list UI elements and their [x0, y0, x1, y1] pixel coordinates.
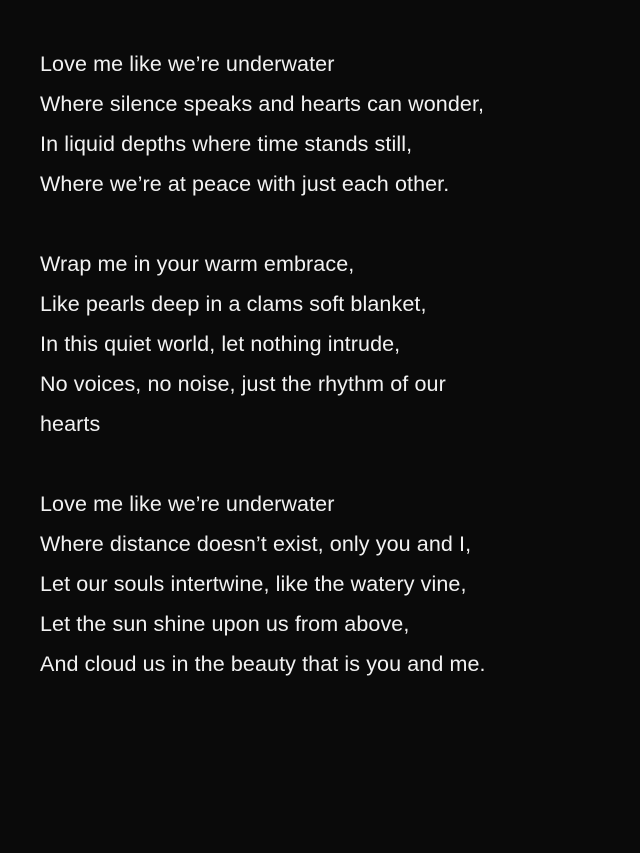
poem-line: Love me like we’re underwater	[40, 492, 335, 516]
poem-line: Let the sun shine upon us from above,	[40, 612, 410, 636]
poem-line: No voices, no noise, just the rhythm of our	[40, 372, 446, 396]
poem-stanza-2	[40, 244, 600, 444]
poem-line: hearts	[40, 412, 101, 436]
poem-stanza-1	[40, 44, 600, 204]
poem-line: Like pearls deep in a clams soft blanket,	[40, 292, 427, 316]
poem-line: Where silence speaks and hearts can wonder,	[40, 92, 485, 116]
poem-line: In this quiet world, let nothing intrude,	[40, 332, 401, 356]
poem-line: And cloud us in the beauty that is you and me.	[40, 652, 486, 676]
poem-line: Love me like we’re underwater	[40, 52, 335, 76]
poem-line: In liquid depths where time stands still,	[40, 132, 413, 156]
poem-line: Where distance doesn’t exist, only you and I,	[40, 532, 472, 556]
poem-line: Where we’re at peace with just each other.	[40, 172, 450, 196]
poem-line: Let our souls intertwine, like the watery vine,	[40, 572, 467, 596]
poem-line: Wrap me in your warm embrace,	[40, 252, 355, 276]
poem-stanza-3	[40, 484, 600, 684]
